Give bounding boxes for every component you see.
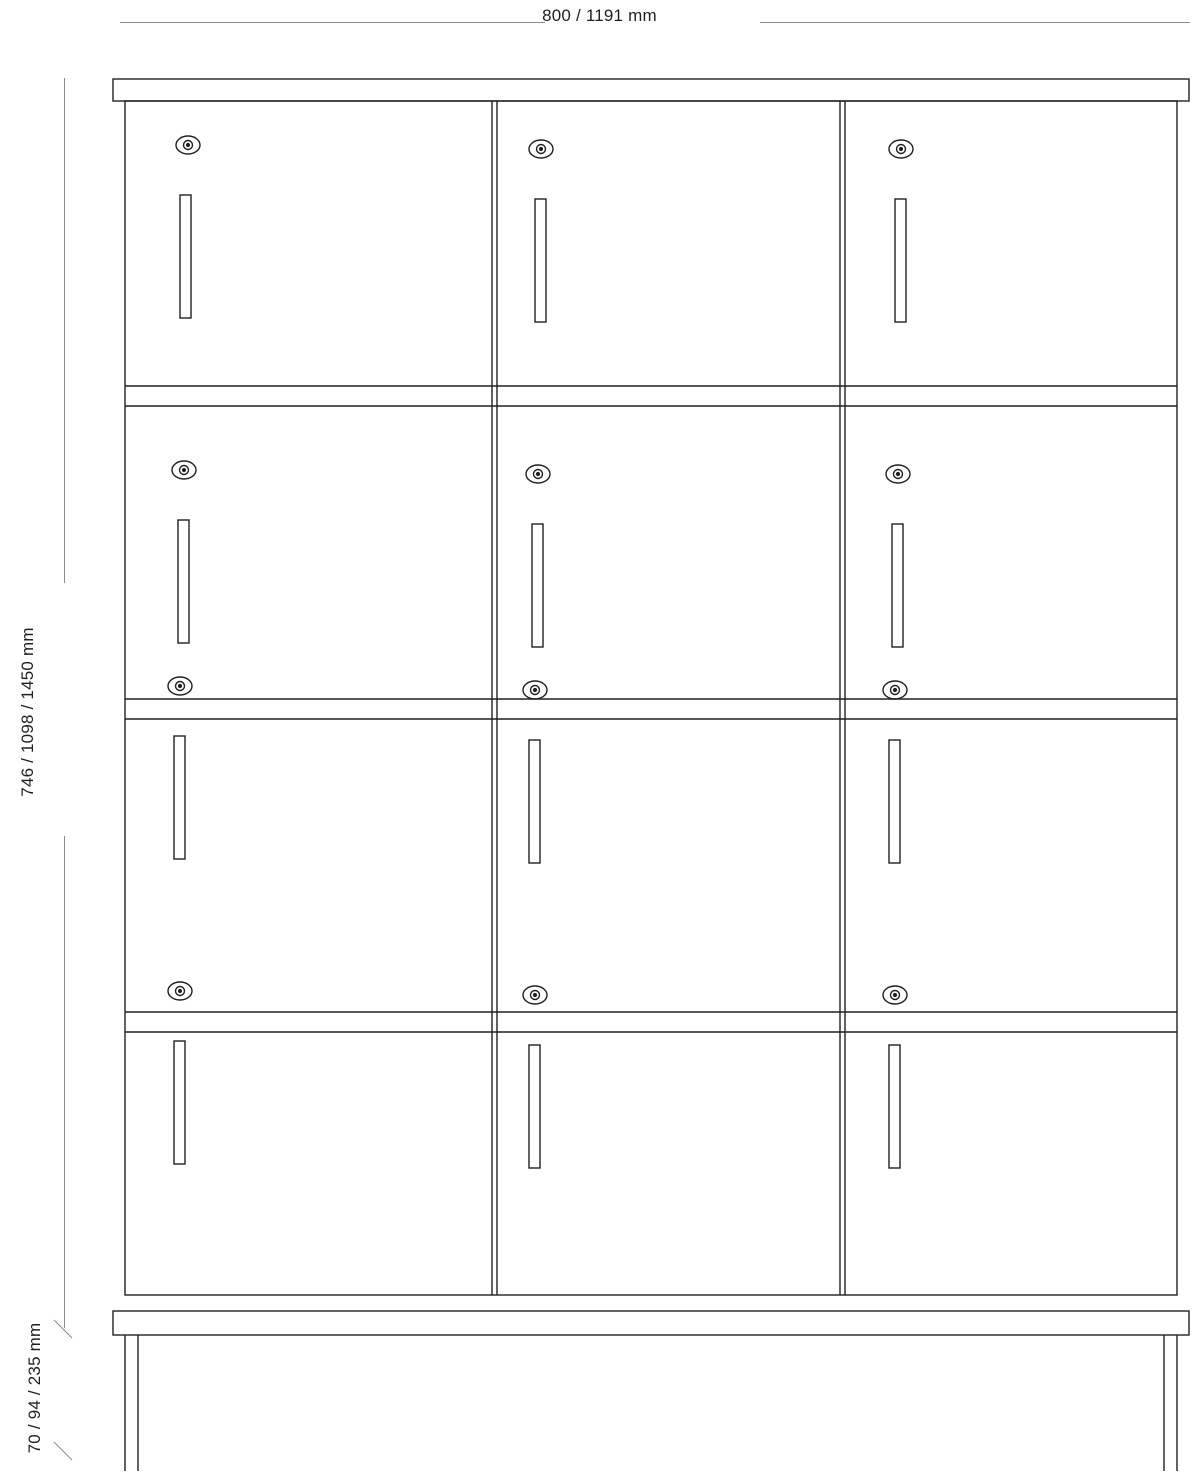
locker-cabinet-drawing bbox=[112, 78, 1190, 1472]
vertical-handle bbox=[889, 1045, 900, 1168]
height-dimension-label: 746 / 1098 / 1450 mm bbox=[18, 627, 37, 797]
vertical-handle bbox=[180, 195, 191, 318]
lock-cylinder bbox=[172, 461, 196, 479]
vertical-handle bbox=[529, 740, 540, 863]
compartment-r2-c3 bbox=[886, 465, 910, 647]
height-dimension-line-bottom bbox=[64, 836, 65, 1328]
compartment-r3-c1 bbox=[168, 677, 192, 859]
vertical-handle bbox=[174, 736, 185, 859]
vertical-handle bbox=[535, 199, 546, 322]
compartment-r2-c1 bbox=[172, 461, 196, 643]
compartment-r4-c2 bbox=[523, 986, 547, 1168]
vertical-handle bbox=[889, 740, 900, 863]
compartment-r1-c2 bbox=[529, 140, 553, 322]
lock-cylinder bbox=[523, 681, 547, 699]
lock-cylinder bbox=[883, 681, 907, 699]
vertical-handle bbox=[532, 524, 543, 647]
column-dividers bbox=[492, 101, 845, 1295]
vertical-handle bbox=[895, 199, 906, 322]
height-dimension-line-top bbox=[64, 78, 65, 583]
width-dimension-label: 800 / 1191 mm bbox=[542, 6, 657, 25]
compartment-r1-c3 bbox=[889, 140, 913, 322]
vertical-handle bbox=[892, 524, 903, 647]
plinth-frame bbox=[113, 1311, 1189, 1471]
cabinet-body bbox=[125, 101, 1177, 1295]
lock-cylinder bbox=[176, 136, 200, 154]
compartment-r4-c3 bbox=[883, 986, 907, 1168]
row-dividers bbox=[125, 386, 1177, 1032]
compartment-r3-c3 bbox=[883, 681, 907, 863]
lock-cylinder bbox=[529, 140, 553, 158]
vertical-handle bbox=[529, 1045, 540, 1168]
lock-cylinder bbox=[168, 982, 192, 1000]
top-panel bbox=[113, 79, 1189, 101]
lock-cylinder bbox=[523, 986, 547, 1004]
lock-cylinder bbox=[886, 465, 910, 483]
base-height-arrow-top bbox=[52, 1318, 74, 1340]
base-height-dimension-label: 70 / 94 / 235 mm bbox=[25, 1322, 44, 1454]
lock-cylinder bbox=[168, 677, 192, 695]
compartment-r2-c2 bbox=[526, 465, 550, 647]
base-height-arrow-bottom bbox=[52, 1440, 74, 1462]
compartment-r4-c1 bbox=[168, 982, 192, 1164]
lock-cylinder bbox=[883, 986, 907, 1004]
vertical-handle bbox=[178, 520, 189, 643]
width-dimension-line-right bbox=[760, 22, 1190, 23]
vertical-handle bbox=[174, 1041, 185, 1164]
lock-cylinder bbox=[889, 140, 913, 158]
lock-cylinder bbox=[526, 465, 550, 483]
compartment-r1-c1 bbox=[176, 136, 200, 318]
compartment-r3-c2 bbox=[523, 681, 547, 863]
